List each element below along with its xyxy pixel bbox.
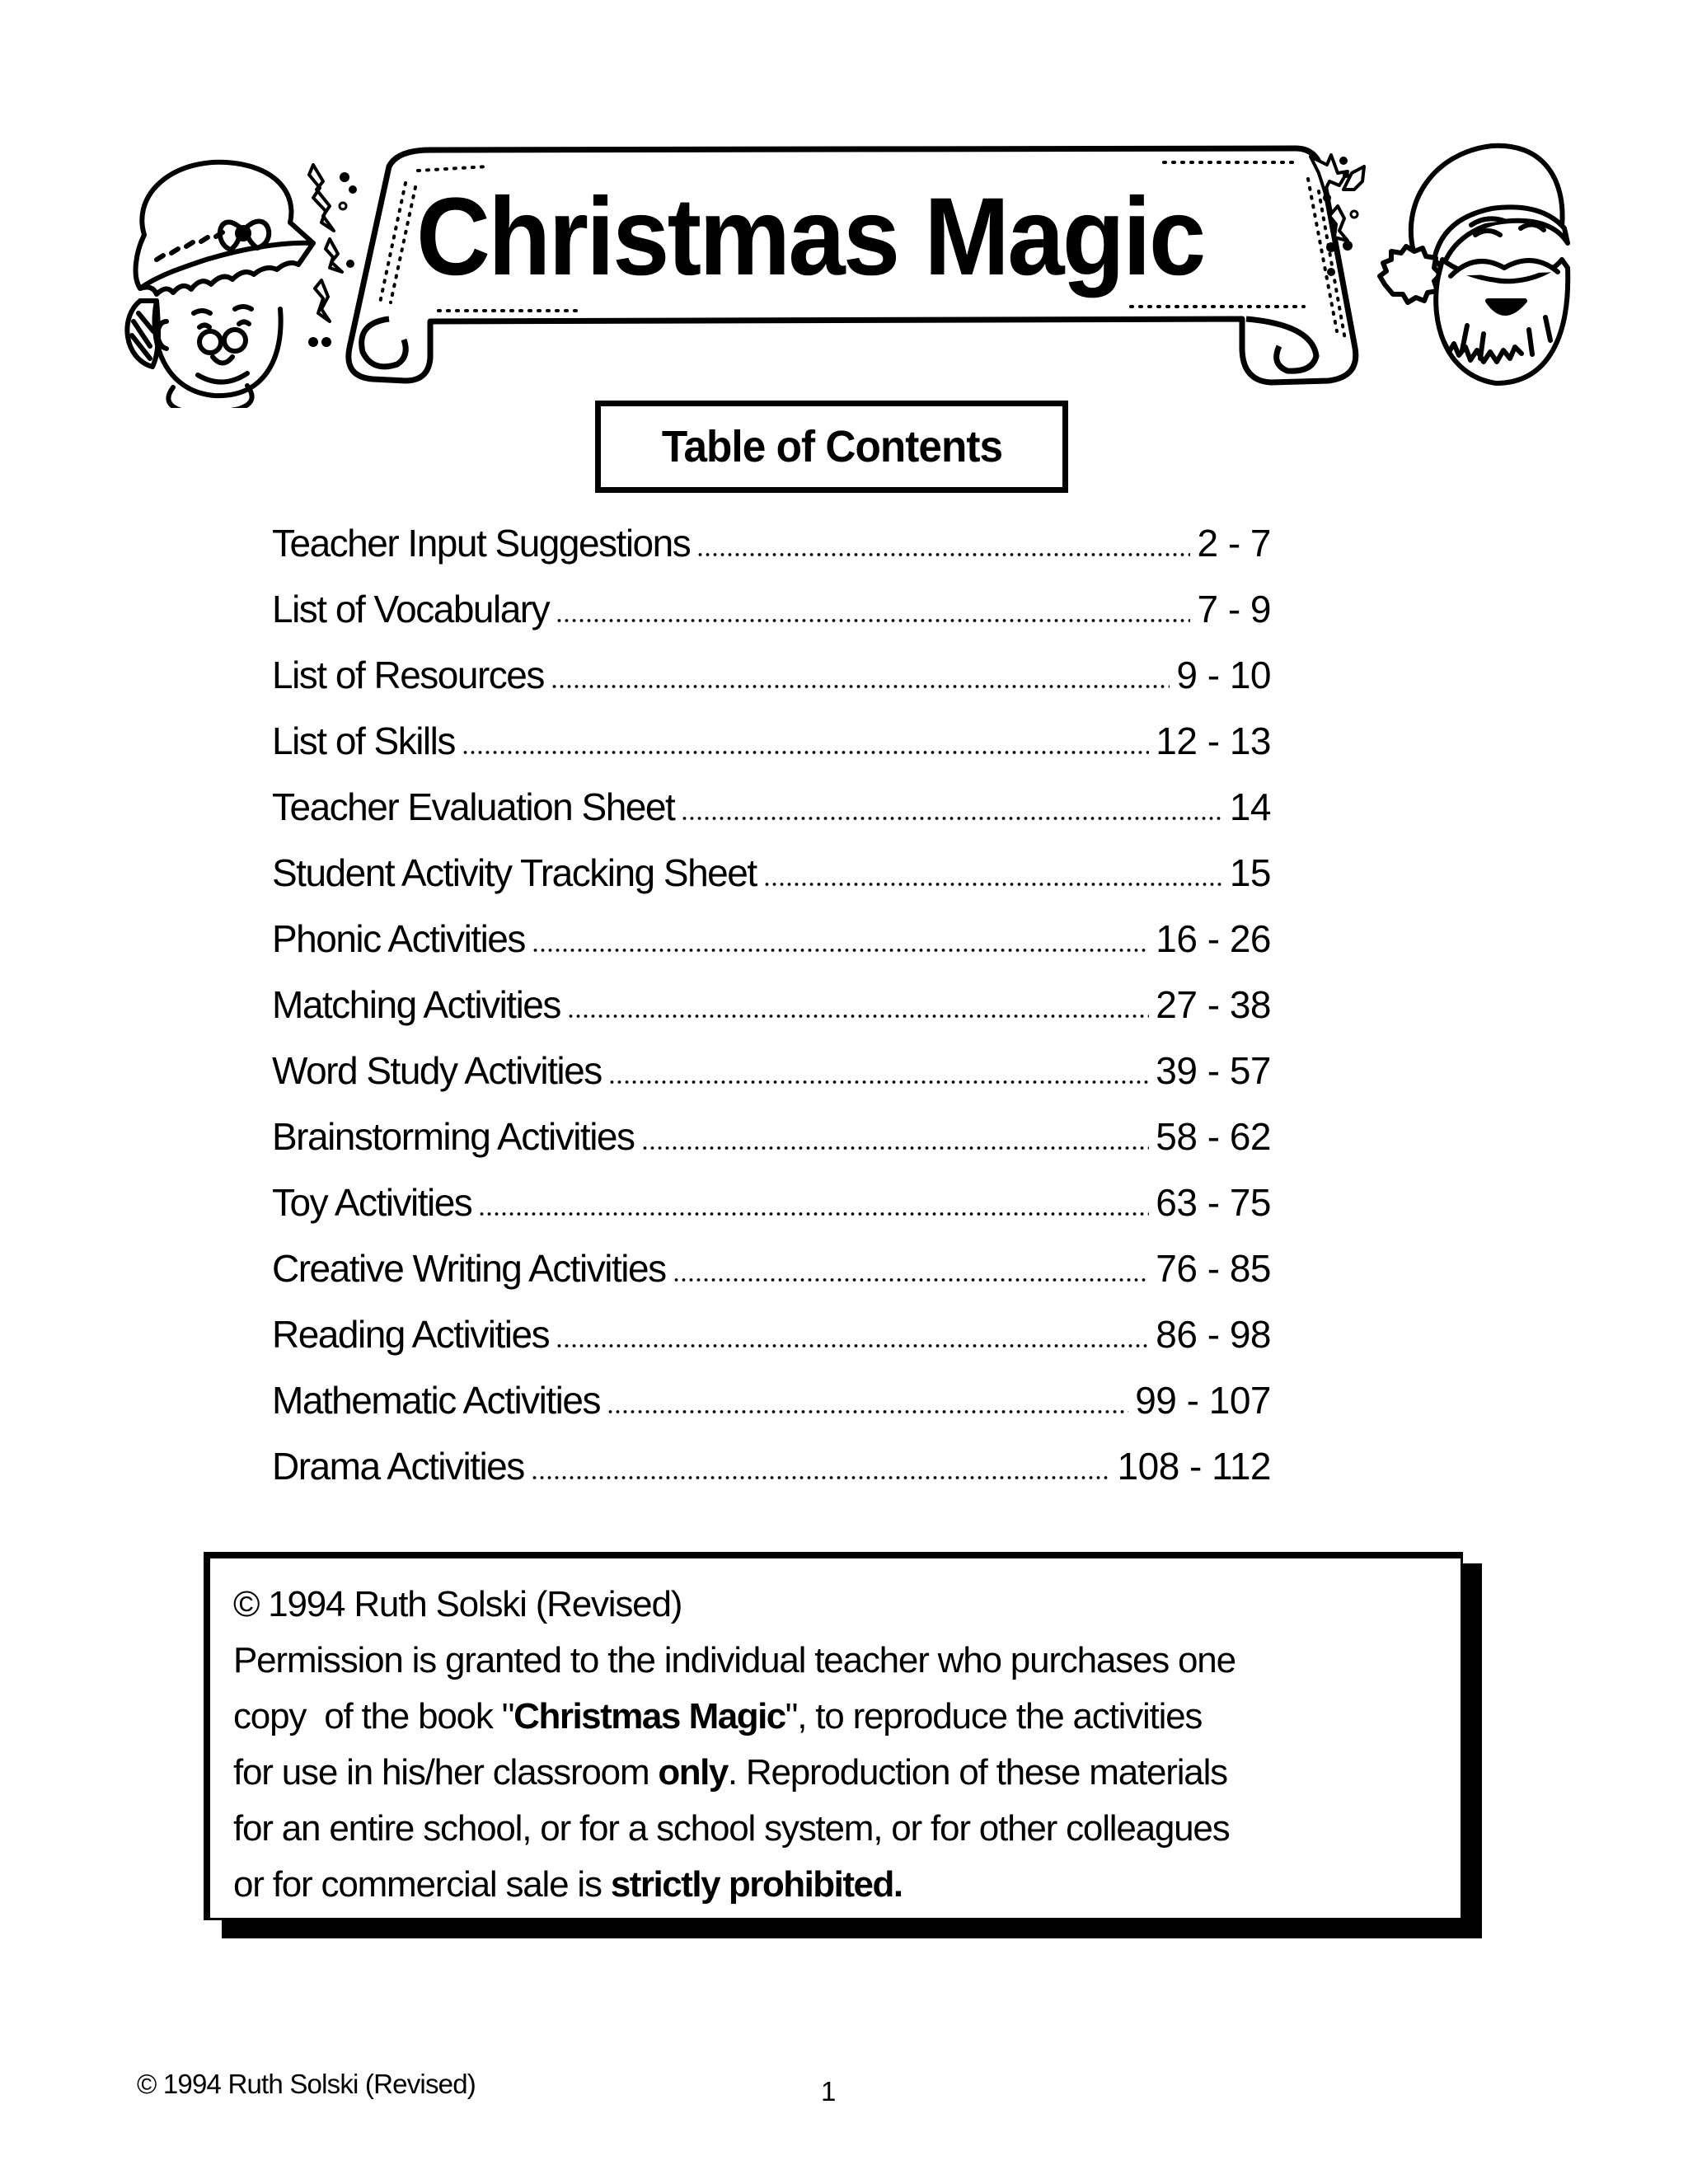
permission-text-line <box>233 1745 1436 1801</box>
copyright-line: © 1994 Ruth Solski (Revised) <box>233 1584 682 1624</box>
header-banner <box>0 0 1688 412</box>
toc-entry[interactable] <box>272 1246 1271 1312</box>
dot-leader <box>641 1145 1150 1151</box>
text-span: for use in his/her classroom <box>233 1752 659 1793</box>
permission-text-line: for an entire school, or for a school system, or for other colleagues <box>233 1808 1230 1849</box>
toc-entry-label: Reading Activities <box>272 1313 550 1356</box>
toc-entry[interactable] <box>272 1114 1271 1180</box>
book-title-bold: Christmas Magic <box>513 1696 785 1736</box>
toc-list <box>272 521 1271 1510</box>
toc-entry-label: List of Vocabulary <box>272 588 550 630</box>
toc-entry-pages: 99 - 107 <box>1135 1379 1271 1422</box>
toc-entry-label: List of Skills <box>272 719 455 762</box>
toc-entry[interactable] <box>272 1048 1271 1114</box>
toc-entry[interactable] <box>272 1180 1271 1246</box>
toc-entry-pages: 16 - 26 <box>1156 917 1271 960</box>
dot-leader <box>763 881 1223 888</box>
toc-entry[interactable] <box>272 653 1271 719</box>
dot-leader <box>531 1474 1111 1481</box>
text-span: . Reproduction of these materials <box>727 1752 1227 1793</box>
dot-leader <box>556 1343 1149 1349</box>
toc-entry[interactable] <box>272 521 1271 587</box>
toc-entry[interactable] <box>272 982 1271 1048</box>
dot-leader <box>478 1211 1149 1217</box>
toc-entry-label: Teacher Evaluation Sheet <box>272 785 675 828</box>
dot-leader <box>567 1013 1149 1019</box>
text-span: ", to reproduce the activities <box>785 1696 1203 1736</box>
permission-text-line <box>233 1689 1436 1745</box>
book-title: Christmas Magic <box>416 176 1204 298</box>
dot-leader <box>696 551 1190 558</box>
toc-entry-pages: 58 - 62 <box>1156 1115 1271 1158</box>
toc-entry[interactable] <box>272 916 1271 982</box>
toc-entry-label: Drama Activities <box>272 1445 524 1488</box>
santa-claus-illustration-icon <box>1352 136 1587 391</box>
dot-leader <box>607 1408 1128 1415</box>
toc-entry[interactable] <box>272 1444 1271 1510</box>
toc-entry-label: Toy Activities <box>272 1181 472 1224</box>
toc-entry-pages: 27 - 38 <box>1156 983 1271 1026</box>
toc-entry[interactable] <box>272 587 1271 653</box>
toc-entry[interactable] <box>272 1312 1271 1378</box>
text-span: copy of the book " <box>233 1696 514 1736</box>
permission-text-line <box>233 1857 1436 1913</box>
toc-entry-pages: 15 <box>1229 851 1271 894</box>
toc-entry-label: Word Study Activities <box>272 1049 602 1092</box>
toc-entry[interactable] <box>272 851 1271 916</box>
dot-leader <box>462 749 1149 756</box>
dot-leader <box>681 815 1223 822</box>
toc-entry-label: Brainstorming Activities <box>272 1115 635 1158</box>
toc-entry-pages: 2 - 7 <box>1197 522 1271 565</box>
toc-entry-pages: 39 - 57 <box>1156 1049 1271 1092</box>
dot-leader <box>551 683 1170 690</box>
toc-entry[interactable] <box>272 1378 1271 1444</box>
toc-heading-box <box>595 401 1068 493</box>
toc-entry-label: Matching Activities <box>272 983 560 1026</box>
toc-entry-pages: 7 - 9 <box>1197 588 1271 630</box>
text-span: or for commercial sale is <box>233 1864 611 1905</box>
dot-leader <box>608 1079 1150 1085</box>
toc-entry-label: Creative Writing Activities <box>272 1247 666 1290</box>
toc-entry-pages: 14 <box>1229 785 1271 828</box>
toc-entry-pages: 108 - 112 <box>1117 1445 1271 1488</box>
dot-leader <box>532 947 1149 954</box>
permission-text-line: Permission is granted to the individual teacher who purchases one <box>233 1640 1236 1680</box>
toc-entry-label: Phonic Activities <box>272 917 525 960</box>
dot-leader <box>556 617 1190 624</box>
toc-entry[interactable] <box>272 785 1271 851</box>
toc-entry-label: Student Activity Tracking Sheet <box>272 851 757 894</box>
footer-copyright: © 1994 Ruth Solski (Revised) <box>137 2069 476 2099</box>
page-number: 1 <box>821 2076 837 2107</box>
toc-entry-pages: 76 - 85 <box>1156 1247 1271 1290</box>
toc-entry-pages: 63 - 75 <box>1156 1181 1271 1224</box>
copyright-notice-box <box>204 1552 1463 1920</box>
dot-leader <box>673 1277 1150 1283</box>
only-bold: only <box>658 1752 728 1793</box>
toc-entry-label: Teacher Input Suggestions <box>272 522 691 565</box>
toc-entry-pages: 86 - 98 <box>1156 1313 1271 1356</box>
prohibited-bold: strictly prohibited. <box>610 1864 903 1905</box>
toc-entry-pages: 9 - 10 <box>1176 654 1271 696</box>
toc-heading: Table of Contents <box>661 422 1002 471</box>
toc-entry[interactable] <box>272 719 1271 785</box>
toc-entry-label: Mathematic Activities <box>272 1379 600 1422</box>
toc-entry-label: List of Resources <box>272 654 544 696</box>
toc-entry-pages: 12 - 13 <box>1156 719 1271 762</box>
